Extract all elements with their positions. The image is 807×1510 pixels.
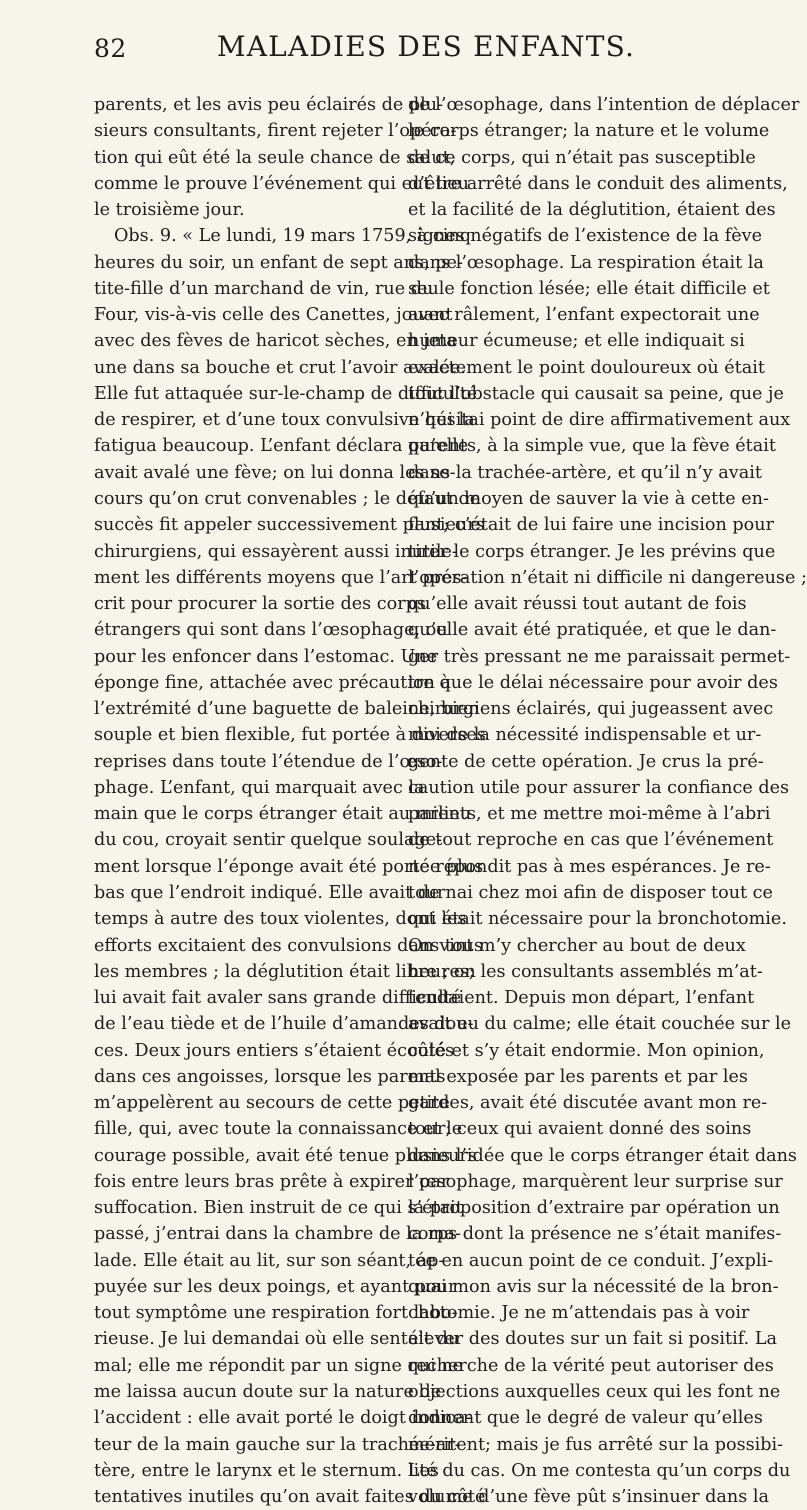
- text-line: tite-fille d’un marchand de vin, rue du: [94, 278, 434, 299]
- text-line: courage possible, avait été tenue plusieurs: [94, 1145, 477, 1166]
- text-line: qui était nécessaire pour la bronchotomie.: [408, 909, 787, 930]
- text-line: ger très pressant ne me paraissait permet-: [408, 646, 791, 667]
- text-line: gardes, avait été discutée avant mon re-: [408, 1093, 768, 1114]
- text-line: qu’elle avait réussi tout autant de fois: [408, 594, 747, 615]
- text-line: Four, vis-à-vis celle des Canettes, jouant: [94, 305, 453, 326]
- text-line: l’œsophage, marquèrent leur surprise sur: [408, 1171, 783, 1192]
- text-line: tée en aucun point de ce conduit. J’expli-: [408, 1250, 774, 1271]
- text-line: exactement le point douloureux où était: [408, 357, 765, 378]
- text-line: de ce corps, qui n’était pas susceptible: [408, 147, 756, 168]
- text-line: dans l’idée que le corps étranger était dans: [408, 1145, 797, 1166]
- text-line: chotomie. Je ne m’attendais pas à voir: [408, 1303, 750, 1324]
- text-line: de respirer, et d’une toux convulsive qui la: [94, 410, 475, 431]
- text-line: tendaient. Depuis mon départ, l’enfant: [408, 988, 755, 1009]
- page-header: [0, 30, 800, 70]
- text-line: du cou, croyait sentir quelque soulage-: [94, 830, 443, 851]
- text-line: tirer le corps étranger. Je les prévins que: [408, 541, 776, 562]
- text-line: moi de la nécessité indispensable et ur-: [408, 725, 762, 746]
- text-line: ment lorsque l’éponge avait été portée plus: [94, 856, 484, 877]
- text-line: tère, entre le larynx et le sternum. Les: [94, 1460, 439, 1481]
- text-line: tre que le délai nécessaire pour avoir des: [408, 672, 778, 693]
- text-line: ces. Deux jours entiers s’étaient écoulés: [94, 1040, 455, 1061]
- text-line: heures; les consultants assemblés m’at-: [408, 961, 763, 982]
- text-line: de l’œsophage, dans l’intention de déplacer: [408, 95, 800, 115]
- text-line: m’appelèrent au secours de cette petite: [94, 1093, 450, 1114]
- text-line: volume d’une fève pût s’insinuer dans la: [408, 1487, 769, 1508]
- text-line: ment les différents moyens que l’art pres-: [94, 567, 468, 588]
- text-line: puyée sur les deux poings, et ayant pour: [94, 1276, 457, 1297]
- text-line: ne répondit pas à mes espérances. Je re-: [408, 856, 771, 877]
- text-line: gente de cette opération. Je crus la pré-: [408, 751, 764, 772]
- text-line: rieuse. Je lui demandai où elle sentait du: [94, 1329, 460, 1350]
- text-line: souple et bien flexible, fut portée à diverses: [94, 725, 486, 746]
- text-line: de tout reproche en cas que l’événement: [408, 830, 774, 851]
- text-line: tentatives inutiles qu’on avait faites du côté: [94, 1487, 486, 1508]
- text-line: efforts excitaient des convulsions dans tous: [94, 935, 483, 956]
- text-line: fois entre leurs bras prête à expirer par: [94, 1171, 450, 1192]
- text-line: cours qu’on crut convenables ; le défaut de: [94, 488, 481, 509]
- page-number: 82: [94, 34, 127, 63]
- text-line: bas que l’endroit indiqué. Elle avait de: [94, 882, 440, 903]
- text-line: fant; c’était de lui faire une incision pour: [408, 515, 774, 536]
- text-line: signes négatifs de l’existence de la fève: [408, 226, 763, 247]
- text-line: tournai chez moi afin de disposer tout ce: [408, 882, 773, 903]
- text-line: méritent; mais je fus arrêté sur la possibi-: [408, 1434, 784, 1455]
- text-line: de l’eau tiède et de l’huile d’amandes dou-: [94, 1014, 474, 1035]
- text-line: reprises dans toute l’étendue de l’œso-: [94, 751, 443, 772]
- text-line: tour; ceux qui avaient donné des soins: [408, 1119, 752, 1140]
- text-line: dans l’œsophage. La respiration était la: [408, 252, 764, 273]
- text-line: la proposition d’extraire par opération un: [408, 1198, 780, 1219]
- text-line: tout l’obstacle qui causait sa peine, que je: [408, 383, 784, 404]
- left-text-column: [94, 92, 486, 1510]
- text-line: élever des doutes sur un fait si positif. La: [408, 1329, 777, 1350]
- text-line: dans la trachée-artère, et qu’il n’y avait: [408, 462, 762, 483]
- text-line: humeur écumeuse; et elle indiquait si: [408, 331, 745, 352]
- text-line: donnent que le degré de valeur qu’elles: [408, 1408, 763, 1429]
- text-line: avait eu du calme; elle était couchée sur le: [408, 1014, 792, 1035]
- text-line: mal; elle me répondit par un signe qui ne: [94, 1355, 464, 1376]
- text-line: recherche de la vérité peut autoriser des: [408, 1355, 774, 1376]
- text-line: mal exposée par les parents et par les: [408, 1066, 748, 1087]
- text-line: avec des fèves de haricot sèches, en jeta: [94, 331, 457, 352]
- text-line: éponge fine, attachée avec précaution à: [94, 672, 451, 693]
- text-line: sieurs consultants, firent rejeter l’opéra-: [94, 121, 457, 142]
- text-line: me laissa aucun doute sur la nature de: [94, 1382, 442, 1403]
- text-line: main que le corps étranger était au milieu: [94, 804, 472, 825]
- text-line: Obs. 9. « Le lundi, 19 mars 1759, à cinq: [114, 226, 471, 247]
- text-line: lité du cas. On me contesta qu’un corps du: [408, 1460, 791, 1481]
- text-line: les membres ; la déglutition était libre ; on: [94, 961, 476, 982]
- text-line: avait avalé une fève; on lui donna les se-: [94, 462, 456, 483]
- text-line: fille, qui, avec toute la connaissance et le: [94, 1119, 463, 1140]
- text-line: corps dont la présence ne s’était manifes-: [408, 1224, 782, 1245]
- text-line: n’hésitai point de dire affirmativement aux: [408, 410, 791, 431]
- text-line: pour les enfoncer dans l’estomac. Une: [94, 646, 438, 667]
- text-line: temps à autre des toux violentes, dont les: [94, 909, 467, 930]
- text-line: suffocation. Bien instruit de ce qui s’était: [94, 1198, 463, 1219]
- text-line: heures du soir, un enfant de sept ans, pe-: [94, 252, 463, 273]
- text-line: le corps étranger; la nature et le volume: [408, 121, 770, 142]
- text-line: tout symptôme une respiration fort labo-: [94, 1303, 458, 1324]
- text-line: chirurgiens éclairés, qui jugeassent avec: [408, 699, 774, 720]
- text-line: avec râlement, l’enfant expectorait une: [408, 305, 760, 326]
- text-line: côté et s’y était endormie. Mon opinion,: [408, 1040, 765, 1061]
- text-line: qu’elle avait été pratiquée, et que le dan-: [408, 620, 777, 641]
- text-line: phage. L’enfant, qui marquait avec la: [94, 777, 425, 798]
- text-line: l’opération n’était ni difficile ni dangereuse ;: [408, 567, 807, 588]
- text-line: lade. Elle était au lit, sur son séant, ap-: [94, 1250, 445, 1271]
- text-line: chirurgiens, qui essayèrent aussi inutile-: [94, 541, 458, 562]
- text-line: étrangers qui sont dans l’œsophage, ou: [94, 620, 448, 641]
- text-line: l’accident : elle avait porté le doigt indica-: [94, 1408, 472, 1429]
- text-line: passé, j’entrai dans la chambre de la ma-: [94, 1224, 461, 1245]
- text-line: dans ces angoisses, lorsque les parents: [94, 1066, 446, 1087]
- text-line: On vint m’y chercher au bout de deux: [408, 935, 746, 956]
- text-line: comme le prouve l’événement qui eut lieu: [94, 173, 470, 194]
- text-line: tion qui eût été la seule chance de salut,: [94, 147, 456, 168]
- text-line: parents, à la simple vue, que la fève était: [408, 436, 776, 457]
- right-text-column: [408, 92, 807, 1510]
- text-line: succès fit appeler successivement plusieurs: [94, 515, 485, 536]
- text-line: teur de la main gauche sur la trachée-ar-: [94, 1434, 461, 1455]
- text-line: quai mon avis sur la nécessité de la bron-: [408, 1276, 779, 1297]
- text-line: parents, et me mettre moi-même à l’abri: [408, 804, 771, 825]
- text-line: et la facilité de la déglutition, étaient des: [408, 200, 776, 221]
- text-line: lui avait fait avaler sans grande difficulté: [94, 988, 462, 1009]
- text-line: d’être arrêté dans le conduit des aliments,: [408, 173, 788, 194]
- text-line: le troisième jour.: [94, 200, 245, 221]
- text-line: crit pour procurer la sortie des corps: [94, 594, 426, 615]
- text-line: objections auxquelles ceux qui les font ne: [408, 1382, 781, 1403]
- text-line: qu’un moyen de sauver la vie à cette en-: [408, 488, 769, 509]
- text-line: une dans sa bouche et crut l’avoir avalée.: [94, 357, 467, 378]
- text-line: fatigua beaucoup. L’enfant déclara qu’elle: [94, 436, 469, 457]
- text-line: caution utile pour assurer la confiance des: [408, 777, 790, 798]
- text-line: Elle fut attaquée sur-le-champ de difficulté: [94, 383, 478, 404]
- text-line: l’extrémité d’une baguette de baleine, bien: [94, 699, 480, 720]
- text-line: seule fonction lésée; elle était difficile et: [408, 278, 770, 299]
- running-title: MALADIES DES ENFANTS.: [216, 30, 636, 63]
- text-line: parents, et les avis peu éclairés de plu-: [94, 95, 444, 115]
